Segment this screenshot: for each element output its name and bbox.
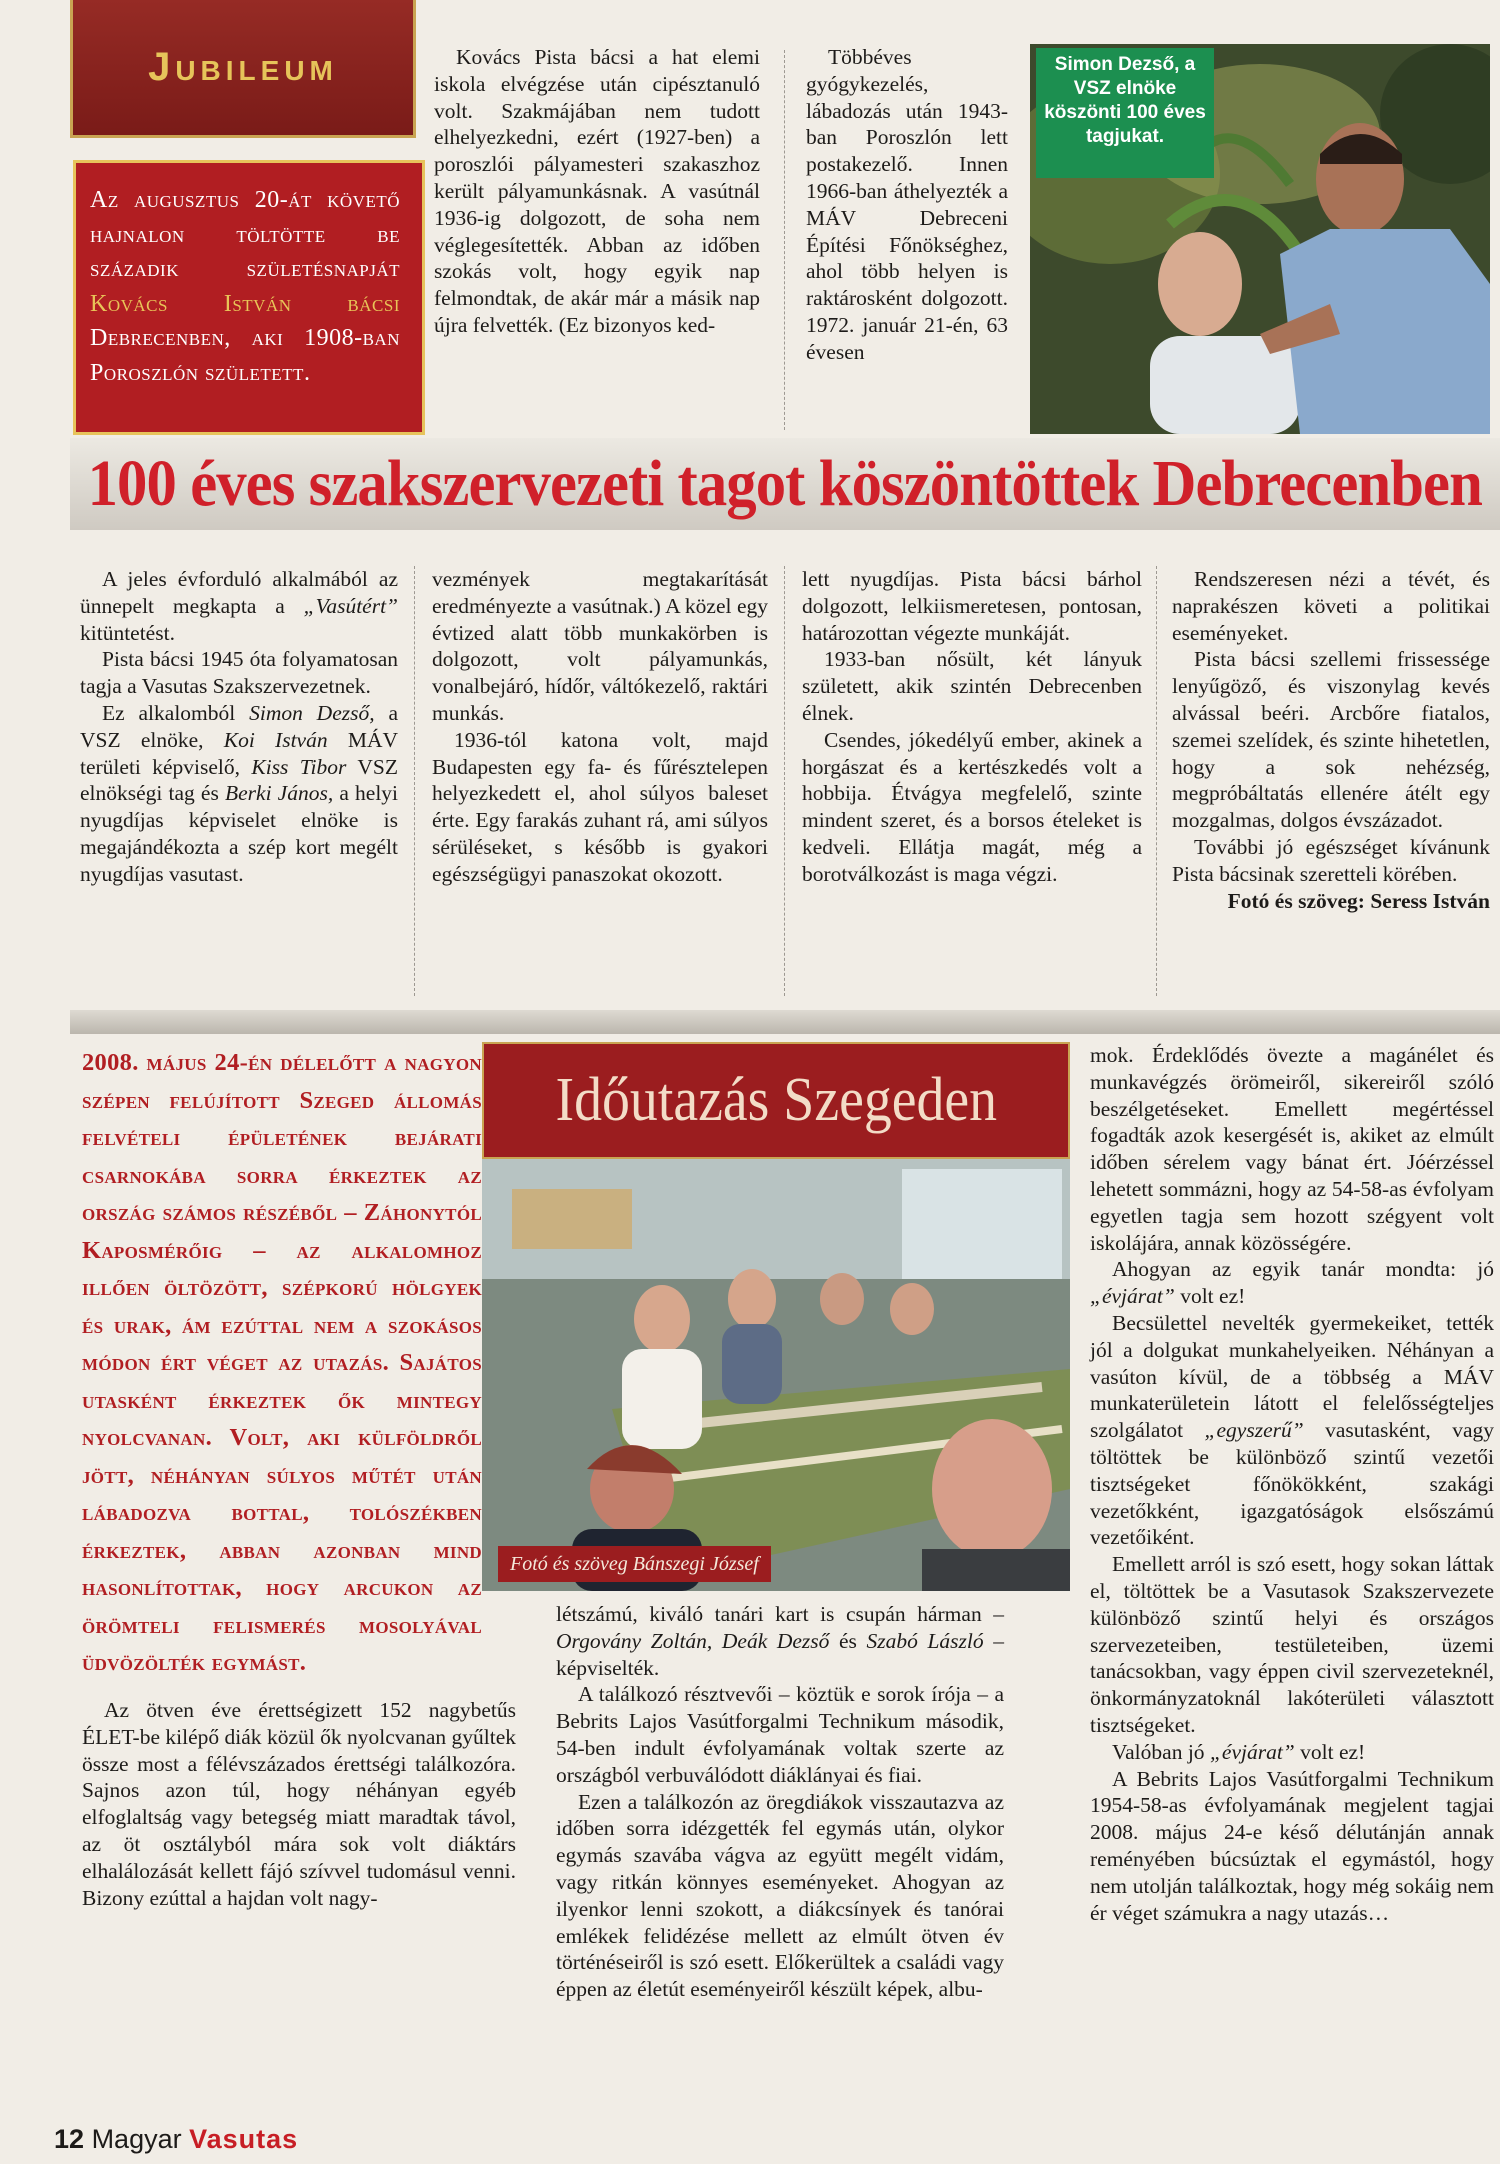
photo-reunion-image [482, 1159, 1070, 1591]
article1-column-1: A jeles évforduló alkalmából az ünnepelt megkapta a „Vasútért” kitüntetést. Pista bácsi 1945 óta folyamatosan tagja a Vasutas Szakszervezetnek. Ez alkalomból Simon Dezső, a VSZ elnöke, Koi István MÁV területi képviselő, Kiss Tibor VSZ elnökségi tag és Berki János, a helyi nyugdíjas képviselet elnöke is megajándékozta a szép kort megélt nyugdíjas vasutast. [80, 567, 399, 886]
photo-greeting-caption: Simon Dezső, a VSZ elnöke köszönti 100 éves tagjukat. [1036, 48, 1214, 178]
article2-title: Időutazás Szegeden [555, 1066, 997, 1134]
top-column-2: Többéves gyógykezelés, lábadozás után 1943-ban Poroszlón lett postakezelő. Innen 1966-ban áthelyezték a MÁV Debreceni Építési Főnökséghez, ahol több helyen is raktárosként dolgozott. 1972. január 21-én, 63 évesen [806, 45, 1008, 364]
lead-name: Kovács István bácsi [90, 290, 400, 317]
article1-column-2: vezmények megtakarítását eredményezte a vasútnak.) A közel egy évtized alatt több munkakörben is dolgozott, volt pályamunkás, vonalbejáró, hídőr, váltókezelő, raktári munkás. 1936-tól katona volt, majd Budapesten egy fa- és fűrésztelepen helyezkedett el, ahol súlyos baleset érte. Egy farakás zuhant rá, ami súlyos sérüléseket, s később is gyakori egészségügyi panaszokat okozott. [432, 567, 768, 886]
lead-box [73, 160, 425, 435]
article2-column-2: létszámú, kiváló tanári kart is csupán hárman – Orgovány Zoltán, Deák Dezső és Szabó László – képviselték. A találkozó résztvevői – köztük e sorok írója – a Bebrits Lajos Vasútforgalmi Technikum második, 54-ben indult évfolyamának voltak szerte az országból verbuválódott diáklányai és fiai. Ezen a találkozón az öregdiákok visszautazva az időben sorra idézgették fel egymás után, olykor egymás szavába vágva az együtt megélt vidám, vagy ritkán könnyes eseményeket. Ahogyan az ilyenkor lenni szokott, a diákcsínyek és tanórai emlékek felidézése mellett az elmúlt ötven év történéseiről is szó esett. Előkerültek a családi vagy éppen az életút eseményeiről készült képek, albu- [556, 1602, 1004, 2002]
article1-column-4: Rendszeresen nézi a tévét, és naprakészen követi a politikai eseményeket. Pista bácsi szellemi frissessége lenyűgöző, és viszonylag kevés alvással beéri. Arcbőre fiatalos, szemei szelídek, és szinte hihetetlen, hogy a sok nehézség, megpróbáltatás ellenére átélt egy mozgalmas, dolgos évszázadot. További jó egészséget kívánunk Pista bácsinak szeretteli körében. Fotó és szöveg: Seress István [1172, 567, 1490, 913]
column-divider [1156, 566, 1157, 996]
photo-credit: Fotó és szöveg: Seress István [1227, 888, 1490, 913]
top-column-1: Kovács Pista bácsi a hat elemi iskola elvégzése után cipésztanuló volt. Szakmájában nem tudott elhelyezkedni, ezért (1927-ben) a poroszlói pályamesteri szakaszhoz került pályamunkásnak. A vasútnál 1936-ig dolgozott, de soha nem véglegesítették. Abban az időben szokás volt, hogy egyik nap felmondtak, de akár már a másik nap újra felvették. (Ez bizonyos ked- [434, 45, 760, 337]
column-divider [784, 566, 785, 996]
magazine-name-1: Magyar [91, 2124, 182, 2154]
article1-column-3: lett nyugdíjas. Pista bácsi bárhol dolgozott, lelkiismeretesen, pontosan, határozottan végezte munkáját. 1933-ban nősült, két lányuk született, akik szintén Debrecenben élnek. Csendes, jókedélyű ember, akinek a horgászat és a kertészkedés volt a hobbija. Étvágya megfelelő, szinte mindent szeret, és a borsos ételeket is kedveli. Ellátja magát, még a borotválkozást is maga végzi. [802, 567, 1142, 886]
article2-lead: 2008. május 24-én délelőtt a nagyon szépen felújított Szeged állomás felvételi épületének bejárati csarnokába sorra érkeztek az ország számos részéből – Záhonytól Kaposmérőig – az alkalomhoz illően öltözött, szépkorú hölgyek és urak, ám ezúttal nem a szokásos módon ért véget az utazás. Sajátos utasként érkeztek ők mintegy nyolcvanan. Volt, aki külföldről jött, néhányan súlyos műtét után lábadozva bottal, tolószékben érkeztek, abban azonban mind hasonlítottak, hogy arcukon az örömteli felismerés mosolyával üdvözölték egymást. [82, 1049, 482, 1676]
photo-reunion-caption: Fotó és szöveg Bánszegi József [498, 1546, 771, 1582]
article2-title-banner [482, 1042, 1070, 1159]
article-title-banner [70, 438, 1500, 530]
lead-text-1: Az augusztus 20-át követő hajnalon töltötte be századik születésnapját [90, 187, 400, 282]
magazine-name-2: Vasutas [189, 2124, 299, 2154]
page-footer [54, 2124, 298, 2155]
photo-reunion [482, 1159, 1070, 1591]
article2-column-3: mok. Érdeklődés övezte a magánélet és munkavégzés örömeiről, sikereiről szóló beszélgetéseket. Emellett megértéssel fogadták azok kesergését is, akiket az elmúlt időben sérelem vagy bánat ért. Jóérzéssel lehetett sommázni, hogy az 54-58-as évfolyam egyetlen tagja sem hozott szégyent volt iskolájára, annak közösségére. Ahogyan az egyik tanár mondta: jó „évjárat” volt ez! Becsülettel nevelték gyermekeiket, tették jól a dolgukat munkahelyeiken. Néhányan a vasúton kívül, de a többség a MÁV munkaterületein látott el felelősségteljes szolgálatot „egyszerű” vasutasként, vagy töltöttek be különböző szintű vezetői tisztségeket főnökökként, szakági vezetőkként, igazgatóságok elsőszámú vezetőiként. Emellett arról is szó esett, hogy sokan láttak el, töltöttek be a Vasutasok Szakszervezete különböző szintű helyi és országos szervezeteiben, testületeiben, üzemi tanácsokban, vagy éppen civil szervezeteknél, önkormányzatoknál lakóterületi választott tisztségeket. Valóban jó „évjárat” volt ez! A Bebrits Lajos Vasútforgalmi Technikum 1954-58-as évfolyamának megjelent tagjai 2008. május 24-e késő délutánján annak reményében búcsúztak el egymástól, hogy nem utolján találkoztak, hogy még sokáig nem ér véget számukra a nagy utazás… [1090, 1043, 1494, 1925]
column-divider [784, 50, 785, 430]
article2-column-1: Az ötven éve érettségizett 152 nagybetűs ÉLET-be kilépő diák közül ők nyolcvanan gyűltek össze most a félévszázados érettségi találkozóra. Sajnos azon túl, hogy néhányan egyéb elfoglaltság vagy betegség miatt maradtak távol, az öt osztályból mára sok volt diáktárs elhalálozását kellett fájó szívvel tudomásul venni. Bizony ezúttal a hajdan volt nagy- [82, 1698, 516, 1910]
article-title: 100 éves szakszervezeti tagot köszöntöttek Debrecenben [87, 447, 1483, 520]
lead-text-2: Debrecenben, aki 1908-ban Poroszlón született. [90, 325, 400, 386]
section-badge [70, 0, 416, 138]
column-divider [414, 566, 415, 996]
section-badge-label: Jubileum [148, 45, 338, 89]
section-divider [70, 1010, 1500, 1034]
page-number: 12 [54, 2124, 85, 2154]
